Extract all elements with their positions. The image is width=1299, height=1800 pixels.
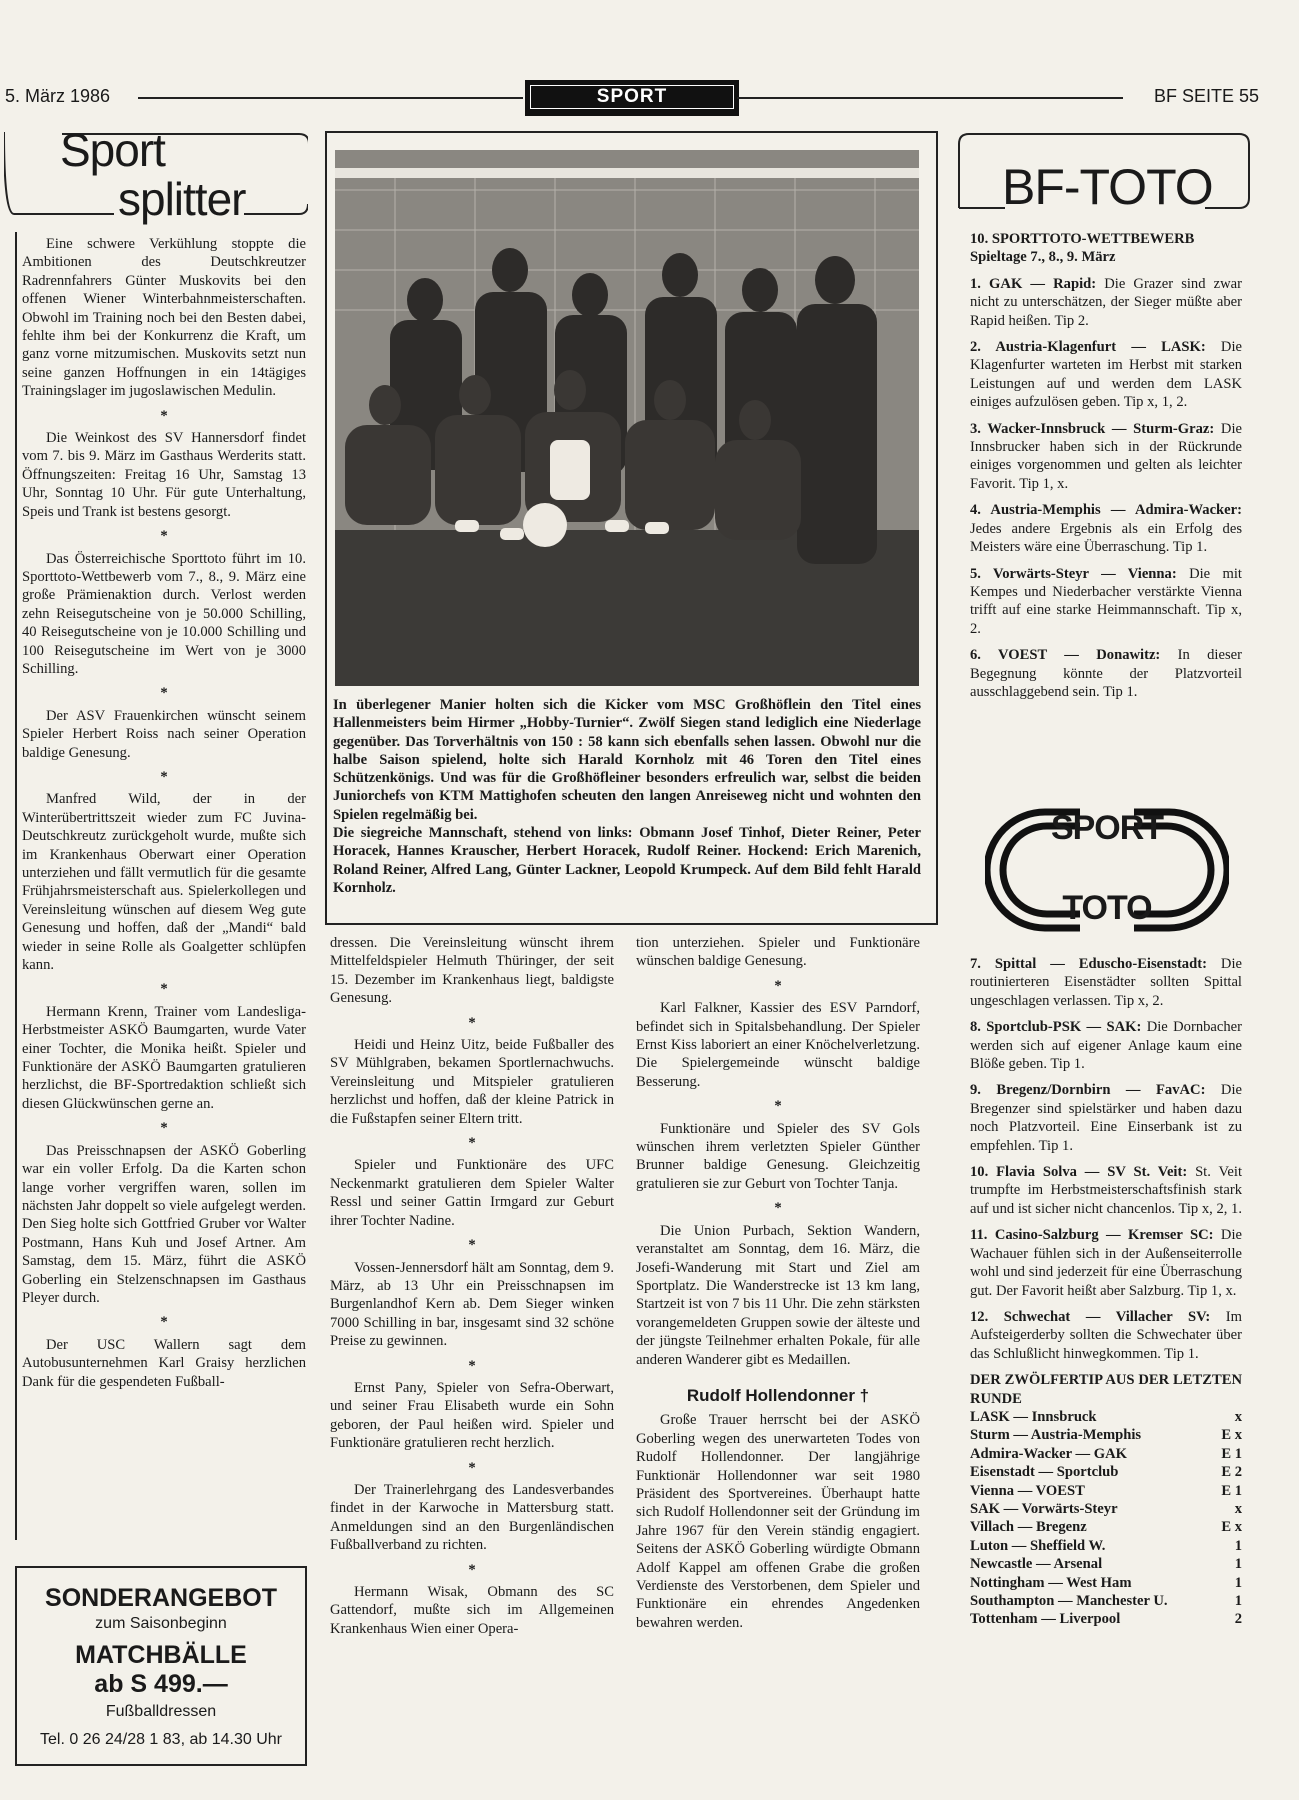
- header-rule-left: [138, 97, 523, 99]
- splitter-item: Hermann Krenn, Trainer vom Landesliga-Herbstmeister ASKÖ Baumgarten, wurde Vater einer Tochter, die Monika heißt. Spieler und Funktionäre der ASKÖ Baumgarten gratulieren herzlichst, die BF-Sportredaktion schließt sich diesen Glückwünschen gerne an.: [22, 1003, 306, 1112]
- toto-game: [970, 565, 1242, 639]
- results-game: Luton — Sheffield W.: [970, 1537, 1106, 1554]
- toto-game-comment: Im Aufsteigerderby sollten die Schwechater über das Schlußlicht hinwegkommen. Tip 1.: [970, 1308, 1242, 1362]
- results-tip: 1: [1234, 1537, 1242, 1554]
- toto-game: [970, 1163, 1242, 1218]
- toto-game-pairing: 3. Wacker-Innsbruck — Sturm-Graz:: [970, 420, 1215, 437]
- results-game: Southampton — Manchester U.: [970, 1593, 1168, 1609]
- results-game: Villach — Bregenz: [970, 1519, 1087, 1536]
- separator-star: *: [160, 981, 168, 998]
- splitter-item: Ernst Pany, Spieler von Sefra-Oberwart, und seiner Frau Elisabeth wurde ein Sohn geboren, der Paul heißen wird. Spieler und Funktionäre gratulieren recht herzlich.: [330, 1379, 614, 1452]
- splitter-item: Manfred Wild, der in der Winterübertrittszeit wieder zum FC Juvina-Deutschkreutz zurückgeholt wurde, mußte sich im Krankenhaus Oberwart einer Operation unterziehen und fällt vermutlich für die gesamte Frühjahrsmeisterschaft aus. Spielerkollegen und Vereinsleitung wünschen auf diesem Weg gute Genesung und hoffen, daß der „Mandi“ bald wieder in seine Rolle als Goalgetter schlüpfen kann.: [22, 791, 306, 974]
- sporttoto-logo: [985, 800, 1229, 940]
- separator-star: *: [774, 1200, 782, 1217]
- results-tip: 1: [1234, 1574, 1242, 1591]
- splitter-item: Das Preisschnapsen der ASKÖ Goberling war ein voller Erfolg. Da die Karten schon lange vorher vergriffen waren, sollen im nächsten Jahr doppelt so viele aufgelegt werden. Den Sieg holte sich Gottfried Gruber vor Walter Postmann, Hans Kuh und Josef Artner. Am Samstag, dem 15. März, führt die ASKÖ Goberling ein Stelzenschnapsen im Gasthaus Pleyer durch.: [22, 1142, 306, 1306]
- results-tip: E x: [1221, 1427, 1242, 1444]
- table-row: [970, 1500, 1242, 1518]
- toto-game: [970, 338, 1242, 412]
- toto-game: [970, 275, 1242, 330]
- toto-game-pairing: 12. Schwechat — Villacher SV:: [970, 1308, 1211, 1325]
- splitter-column-1: [22, 235, 306, 1397]
- toto-game-pairing: 4. Austria-Memphis — Admira-Wacker:: [970, 502, 1242, 519]
- splitter-column-3: [636, 934, 920, 1638]
- table-row: [970, 1463, 1242, 1481]
- separator-star: *: [160, 1120, 168, 1137]
- table-row: [970, 1610, 1242, 1628]
- toto-game-comment: Die Bregenzer sind spielstärker und haben dazu noch Platzvorteil. Eine Einserbank ist zu empfehlen. Tip 1.: [970, 1082, 1242, 1154]
- ad-extra: Fußballdressen: [105, 1703, 217, 1720]
- splitter-item: Der ASV Frauenkirchen wünscht seinem Spieler Herbert Roiss nach seiner Operation baldige Genesung.: [22, 707, 306, 761]
- toto-game: [970, 1226, 1242, 1300]
- splitter-item: dressen. Die Vereinsleitung wünscht ihrem Mittelfeldspieler Helmuth Thüringer, der seit 15. Dezember im Krankenhaus liegt, baldigste Genesung.: [330, 935, 614, 1007]
- separator-star: *: [774, 977, 782, 994]
- results-tip: 1: [1234, 1556, 1242, 1573]
- separator-star: *: [160, 407, 168, 424]
- toto-tips-part2: [970, 955, 1242, 1629]
- splitter-item: Funktionäre und Spieler des SV Gols wünschen ihrem verletzten Spieler Günther Brunner baldige Genesung. Gleichzeitig gratulieren sie zur Geburt von Tochter Tanja.: [636, 1120, 920, 1192]
- toto-game-pairing: 10. Flavia Solva — SV St. Veit:: [970, 1164, 1188, 1181]
- photo-caption: [333, 696, 921, 897]
- results-tip: E 1: [1221, 1445, 1242, 1462]
- separator-star: *: [160, 768, 168, 785]
- results-game: SAK — Vorwärts-Steyr: [970, 1500, 1118, 1517]
- results-game: Eisenstadt — Sportclub: [970, 1464, 1119, 1481]
- sporttoto-logo-top: SPORT: [1050, 809, 1164, 847]
- page-number: BF SEITE 55: [1153, 86, 1259, 106]
- results-tip: 1: [1234, 1593, 1242, 1609]
- splitter-item: Der Trainerlehrgang des Landesverbandes findet in der Karwoche in Mattersburg statt. Anmeldungen sind an den Burgenländischen Fußballverband zu richten.: [330, 1481, 614, 1554]
- toto-game-pairing: 8. Sportclub-PSK — SAK:: [970, 1019, 1142, 1036]
- results-game: Nottingham — West Ham: [970, 1574, 1132, 1591]
- toto-game: [970, 420, 1242, 494]
- splitter-item: Karl Falkner, Kassier des ESV Parndorf, befindet sich in Spitalsbehandlung. Der Spieler Ernst Kiss laboriert an einer Knöchelverletzung. Die Spielergemeinde wünscht baldige Besserung.: [636, 1000, 920, 1090]
- ad-price: ab S 499.—: [94, 1670, 228, 1698]
- separator-star: *: [468, 1135, 476, 1152]
- results-tip: E 2: [1221, 1464, 1242, 1481]
- separator-star: *: [468, 1459, 476, 1476]
- ad-headline: SONDERANGEBOT: [45, 1584, 277, 1612]
- splitter-item: Spieler und Funktionäre des UFC Neckenmarkt gratulieren dem Spieler Walter Ressl und seiner Gattin Irmgard zur Geburt ihrer Tochter Nadine.: [330, 1157, 614, 1229]
- toto-game: [970, 1018, 1242, 1073]
- obituary-title: Rudolf Hollendonner †: [686, 1385, 870, 1405]
- results-tip: E 1: [1221, 1482, 1242, 1499]
- toto-game-pairing: 11. Casino-Salzburg — Kremser SC:: [970, 1227, 1214, 1244]
- left-column-rule: [15, 232, 17, 1540]
- toto-game-pairing: 1. GAK — Rapid:: [970, 275, 1097, 292]
- toto-intro-line2: Spieltage 7., 8., 9. März: [970, 249, 1116, 266]
- results-game: LASK — Innsbruck: [970, 1408, 1097, 1425]
- results-tip: x: [1234, 1500, 1242, 1517]
- toto-game-comment: Die Grazer sind zwar nicht zu unterschätzen, der Sieger müßte aber Rapid heißen. Tip 2.: [970, 275, 1242, 329]
- team-photo-image: [335, 150, 919, 686]
- photo-frame-left: [325, 131, 327, 924]
- table-row: [970, 1482, 1242, 1500]
- splitter-item: tion unterziehen. Spieler und Funktionäre wünschen baldige Genesung.: [636, 935, 920, 970]
- photo-frame-right: [936, 131, 938, 924]
- splitter-item: Hermann Wisak, Obmann des SC Gattendorf, mußte sich im Allgemeinen Krankenhaus Wien einer Opera-: [330, 1584, 614, 1637]
- sportsplitter-title-1: Sport: [60, 124, 165, 176]
- table-row: [970, 1592, 1242, 1610]
- splitter-item: Heidi und Heinz Uitz, beide Fußballer des SV Mühlgraben, bekamen Sportlernachwuchs. Vereinsleitung und Mitspieler gratulieren herzlichst und hoffen, daß der kleine Patrick in die Fußstapfen seiner Eltern tritt.: [330, 1037, 614, 1127]
- photo-caption-names: Die siegreiche Mannschaft, stehend von links: Obmann Josef Tinhof, Dieter Reiner, Peter Horacek, Hannes Krauscher, Herbert Horacek, Rudolf Reiner. Hockend: Erich Marenich, Roland Reiner, Alfred Lang, Günter Lackner, Leopold Krumpeck. Auf dem Bild fehlt Harald Kornholz.: [333, 825, 921, 896]
- sportsplitter-title-2: splitter: [118, 173, 246, 225]
- section-label: [525, 80, 739, 116]
- toto-tips-part1: [970, 230, 1242, 709]
- toto-game-comment: Die Dornbacher werden sich auf eigener Anlage kaum eine Blöße geben. Tip 1.: [970, 1019, 1242, 1073]
- results-tip: 2: [1234, 1611, 1242, 1628]
- issue-date: 5. März 1986: [5, 86, 111, 106]
- separator-star: *: [468, 1561, 476, 1578]
- toto-game-pairing: 2. Austria-Klagenfurt — LASK:: [970, 339, 1206, 356]
- toto-game-pairing: 5. Vorwärts-Steyr — Vienna:: [970, 565, 1177, 582]
- obituary-text: Große Trauer herrscht bei der ASKÖ Goberling wegen des unerwarteten Todes von Rudolf Hollendonner. Der langjährige Funktionär Hollendonner war seit 1980 Präsident des Sportvereines. Überhaupt hatte sich Rudolf Hollendonner seit der Gründung im Jahre 1967 für den Verein ständig engagiert. Seitens der ASKÖ Goberling würdigte Obmann Adolf Kappel am offenen Grabe die großen Verdienste des Verstorbenen, dem Spieler und Funktionäre ein ehrendes Angedenken bewahren werden.: [636, 1412, 920, 1631]
- splitter-item: Eine schwere Verkühlung stoppte die Ambitionen des Deutschkreutzer Radrennfahrers Günter Muskovits bei den offenen Wiener Winterbahnmeisterschaften. Obwohl im Training noch bei den Besten dabei, fehlte ihm bei der Konkurrenz die Kraft, um ganz vorne mitzumischen. Muskovits setzt nun seine ganzen Hoffnungen in ein 14tägiges Trainingslager im jugoslawischen Medulin.: [22, 236, 306, 400]
- toto-game-pairing: 9. Bregenz/Dornbirn — FavAC:: [970, 1082, 1206, 1099]
- photo-frame-top: [325, 131, 938, 133]
- table-row: [970, 1408, 1242, 1426]
- section-label-text: SPORT: [530, 85, 734, 109]
- toto-game-pairing: 6. VOEST — Donawitz:: [970, 647, 1161, 664]
- splitter-item: Das Österreichische Sporttoto führt im 10. Sporttoto-Wettbewerb vom 7., 8., 9. März eine große Prämienaktion durch. Verlost werden zehn Reisegutscheine von je 50.000 Schilling, 40 Reisegutscheine von je 10.000 Schilling und 100 Reisegutscheine im Wert von je 3000 Schilling.: [22, 550, 306, 677]
- toto-game: [970, 646, 1242, 701]
- results-game: Newcastle — Arsenal: [970, 1556, 1103, 1573]
- splitter-item: Der USC Wallern sagt dem Autobusunternehmen Karl Graisy herzlichen Dank für die gespendeten Fußball-: [22, 1336, 306, 1390]
- results-game: Vienna — VOEST: [970, 1482, 1085, 1499]
- results-title: DER ZWÖLFERTIP AUS DER LETZTEN RUNDE: [970, 1372, 1242, 1407]
- separator-star: *: [160, 528, 168, 545]
- results-table: [970, 1408, 1242, 1629]
- toto-game-pairing: 7. Spittal — Eduscho-Eisenstadt:: [970, 956, 1207, 972]
- table-row: [970, 1537, 1242, 1555]
- results-game: Tottenham — Liverpool: [970, 1611, 1121, 1628]
- toto-game: [970, 1308, 1242, 1363]
- bftoto-title: BF-TOTO: [1002, 159, 1213, 215]
- separator-star: *: [468, 1014, 476, 1031]
- toto-game: [970, 955, 1242, 1010]
- toto-game-comment: Die routinierteren Eisenstädter sollten Spittal ungeschlagen verlassen. Tip x, 2.: [970, 956, 1242, 1009]
- toto-game-comment: Jedes andere Ergebnis als ein Erfolg des Meisters wäre eine Überraschung. Tip 1.: [970, 520, 1242, 556]
- toto-intro-line1: 10. SPORTTOTO-WETTBEWERB: [970, 231, 1195, 247]
- photo-frame-bottom: [325, 923, 938, 925]
- table-row: [970, 1574, 1242, 1592]
- splitter-item: Vossen-Jennersdorf hält am Sonntag, dem 9. März, ab 13 Uhr ein Preisschnapsen im Burgenlandhof Kern ab. Dem Sieger winken 7000 Schilling in bar, insgesamt sind 32 schöne Preise zu gewinnen.: [330, 1259, 614, 1350]
- ad-phone: Tel. 0 26 24/28 1 83, ab 14.30 Uhr: [40, 1731, 282, 1748]
- results-game: Sturm — Austria-Memphis: [970, 1427, 1142, 1444]
- team-photo: [335, 150, 919, 686]
- separator-star: *: [160, 1314, 168, 1331]
- separator-star: *: [468, 1237, 476, 1254]
- splitter-item: Die Union Purbach, Sektion Wandern, veranstaltet am Sonntag, dem 16. März, die Josefi-Wanderung mit Start und Ziel am Sportplatz. Die Wanderstrecke ist 13 km lang, Startzeit ist von 7 bis 11 Uhr. Die zehn stärksten vorangemeldeten Gruppen sowie der älteste und der jüngste Teilnehmer erhalten Pokale, für alle anderen Wanderer gibt es Medaillen.: [636, 1222, 920, 1368]
- toto-game: [970, 1081, 1242, 1155]
- separator-star: *: [468, 1357, 476, 1374]
- table-row: [970, 1426, 1242, 1444]
- ad-subline: zum Saisonbeginn: [95, 1615, 227, 1632]
- splitter-column-2: [330, 934, 614, 1644]
- toto-game: [970, 501, 1242, 556]
- toto-game-comment: In dieser Begegnung könnte der Platzvorteil ausschlaggebend sein. Tip 1.: [970, 647, 1242, 700]
- results-tip: E x: [1221, 1519, 1242, 1536]
- table-row: [970, 1518, 1242, 1536]
- results-game: Admira-Wacker — GAK: [970, 1445, 1128, 1462]
- results-tip: x: [1234, 1408, 1242, 1425]
- table-row: [970, 1555, 1242, 1573]
- separator-star: *: [160, 685, 168, 702]
- toto-game-comment: Die mit Kempes und Niederbacher verstärkte Vienna trifft auf eine starke Heimmannschaft. Tip x, 2.: [970, 565, 1242, 637]
- separator-star: *: [774, 1098, 782, 1115]
- splitter-item: Die Weinkost des SV Hannersdorf findet vom 7. bis 9. März im Gasthaus Werderits statt. Öffnungszeiten: Freitag 16 Uhr, Samstag 13 Uhr, Sonntag 10 Uhr. Für gute Unterhaltung, Speis und Trank ist bestens gesorgt.: [22, 430, 306, 520]
- toto-game-comment: St. Veit trumpfte im Herbstmeisterschaftsfinish stark auf und ist sicher nicht chancenlos. Tip x, 2, 1.: [970, 1164, 1242, 1217]
- toto-game-comment: Die Innsbrucker haben sich in der Rückrunde einiges vorgenommen und gelten als leichter Favorit. Tip 1, x.: [970, 420, 1242, 492]
- header-rule-right: [737, 97, 1123, 99]
- photo-caption-text: In überlegener Manier holten sich die Kicker vom MSC Großhöflein den Titel eines Hallenmeisters beim Hirmer „Hobby-Turnier“. Zwölf Siegen stand lediglich eine Niederlage gegenüber. Das Torverhältnis von 150 : 58 kann sich ebenfalls sehen lassen. Obwohl nur die halbe Saison spielend, holte sich Harald Kornholz mit 46 Toren den Titel eines Schützenkönigs. Und was für die Großhöfleiner besonders erfreulich war, selbst die beiden Juniorchefs von KTM Mattighofen scheuten den langen Anreiseweg nicht und wohnten den Spielen regelmäßig bei.: [333, 697, 921, 823]
- table-row: [970, 1445, 1242, 1463]
- toto-game-comment: Die Klagenfurter warteten im Herbst mit starken Leistungen auf und werden dem LASK einiges aufzulösen geben. Tip x, 1, 2.: [970, 339, 1242, 411]
- ad-product: MATCHBÄLLE: [75, 1641, 247, 1669]
- sporttoto-logo-bottom: TOTO: [1062, 889, 1152, 927]
- matchball-ad: [15, 1566, 307, 1766]
- toto-game-comment: Die Wachauer fühlen sich in der Außenseiterrolle wohl und sind jederzeit für eine Überraschung gut. Der Favorit heißt aber Salzburg. Tip 1, x.: [970, 1227, 1242, 1299]
